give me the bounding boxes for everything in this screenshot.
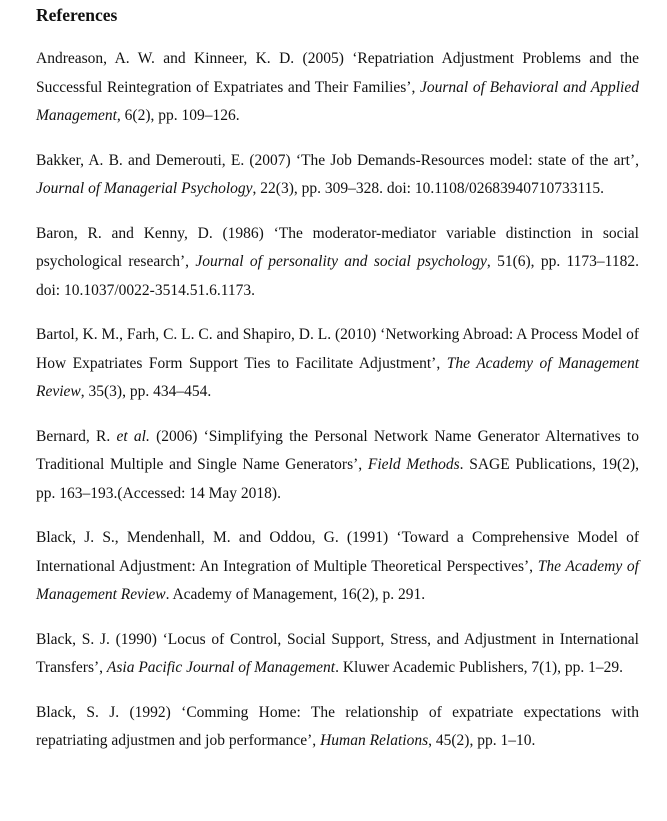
reference-details: , 22(3), pp. 309–328. doi: 10.1108/02683940710733115. xyxy=(252,180,604,197)
reference-text: Bernard, R. xyxy=(36,427,117,445)
reference-details: , 35(3), pp. 434–454. xyxy=(80,383,212,400)
journal-title: Journal of personality and social psychology xyxy=(195,253,487,270)
references-heading: References xyxy=(36,5,118,25)
reference-text-title: (2006) ‘Simplifying the Personal Network Name Generator Alternatives to Traditional Multiple and Single Name Generators’, xyxy=(36,427,639,473)
reference-text: Black, S. J. (1990) ‘Locus of Control, Social Support, Stress, and Adjustment in International Transfers’, xyxy=(36,630,639,676)
reference-text: Black, J. S., Mendenhall, M. and Oddou, G. (1991) ‘Toward a Comprehensive Model of International Adjustment: An Integration of Multiple Theoretical Perspectives’, xyxy=(36,529,639,575)
reference-entry xyxy=(36,699,639,756)
reference-text: Baron, R. and Kenny, D. (1986) ‘The moderator-mediator variable distinction in social psychological research’, xyxy=(36,224,639,270)
et-al: et al. xyxy=(116,427,150,445)
reference-text: Bakker, A. B. and Demerouti, E. (2007) ‘The Job Demands-Resources model: state of the art’, xyxy=(36,151,639,169)
reference-details: . Kluwer Academic Publishers, 7(1), pp. 1–29. xyxy=(335,659,624,676)
reference-text: Andreason, A. W. and Kinneer, K. D. (2005) ‘Repatriation Adjustment Problems and the Successful Reintegration of Expatriates and Their Families’, xyxy=(36,50,639,96)
journal-title: Journal of Managerial Psychology xyxy=(36,180,253,197)
reference-entry xyxy=(36,321,639,407)
reference-details: , 45(2), pp. 1–10. xyxy=(428,732,536,749)
reference-text: Black, S. J. (1992) ‘Comming Home: The relationship of expatriate expectations with repatriating adjustmen and job performance’, xyxy=(36,703,639,749)
reference-entry xyxy=(36,45,639,131)
journal-title: Journal of Behavioral and Applied Management xyxy=(36,78,639,124)
reference-entry xyxy=(36,626,639,683)
reference-details: . Academy of Management, 16(2), p. 291. xyxy=(165,586,426,603)
reference-entry xyxy=(36,220,639,306)
reference-details: , 51(6), pp. 1173–1182. doi: 10.1037/0022-3514.51.6.1173. xyxy=(36,253,639,299)
journal-title: Human Relations xyxy=(320,732,429,749)
journal-title: Asia Pacific Journal of Management xyxy=(106,659,336,676)
journal-title: The Academy of Management Review xyxy=(36,354,639,400)
reference-entry xyxy=(36,147,639,204)
reference-entry xyxy=(36,423,639,509)
reference-text: Bartol, K. M., Farh, C. L. C. and Shapiro, D. L. (2010) ‘Networking Abroad: A Process Model of How Expatriates Form Support Ties to Facilitate Adjustment’, xyxy=(36,326,639,372)
reference-details: , 6(2), pp. 109–126. xyxy=(116,107,240,124)
reference-entry xyxy=(36,524,639,610)
reference-details: . SAGE Publications, 19(2), pp. 163–193.(Accessed: 14 May 2018). xyxy=(36,456,640,502)
journal-title: The Academy of Management Review xyxy=(36,557,639,603)
journal-title: Field Methods xyxy=(367,456,460,473)
